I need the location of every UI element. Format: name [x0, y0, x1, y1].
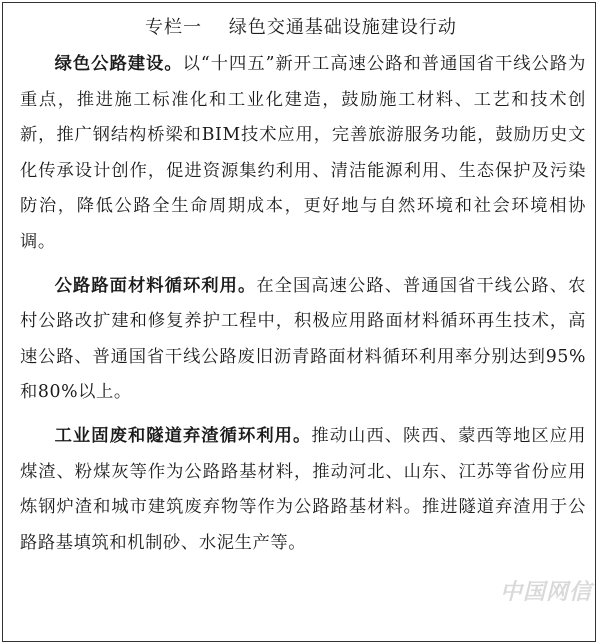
- paragraph-heading: 工业固废和隧道弃渣循环利用。: [55, 426, 312, 446]
- paragraph-text: 以“十四五”新开工高速公路和普通国省干线公路为重点，推进施工标准化和工业化建造，鼓励施工材料、工艺和技术创新，推广钢结构桥梁和BIM技术应用，完善旅游服务功能，鼓励历史文化传承设计创作，促进资源集约利用、清洁能源利用、生态保护及污染防治，降低公路全生命周期成本，更好地与自然环境和社会环境相协调。: [20, 54, 586, 252]
- paragraph-text: 推动山西、陕西、蒙西等地区应用煤渣、粉煤灰等作为公路路基材料，推动河北、山东、江苏等省份应用炼钢炉渣和城市建筑废弃物等作为公路路基材料。推进隧道弃渣用于公路路基填筑和机制砂、水泥生产等。: [20, 426, 586, 553]
- watermark: 中国网信: [500, 575, 592, 606]
- paragraph-heading: 绿色公路建设。: [55, 54, 183, 74]
- paragraph-green-highway: [20, 47, 586, 261]
- column-title: 专栏一 绿色交通基础设施建设行动: [3, 13, 599, 39]
- paragraph-pavement-recycling: [20, 269, 586, 411]
- paragraph-heading: 公路路面材料循环利用。: [55, 276, 257, 296]
- column-body: [20, 47, 586, 569]
- paragraph-text: 在全国高速公路、普通国省干线公路、农村公路改扩建和修复养护工程中，积极应用路面材料循环再生技术，高速公路、普通国省干线公路废旧沥青路面材料循环利用率分别达到95%和80%以上。: [20, 276, 586, 403]
- paragraph-industrial-waste: [20, 419, 586, 561]
- column-box: [2, 2, 596, 642]
